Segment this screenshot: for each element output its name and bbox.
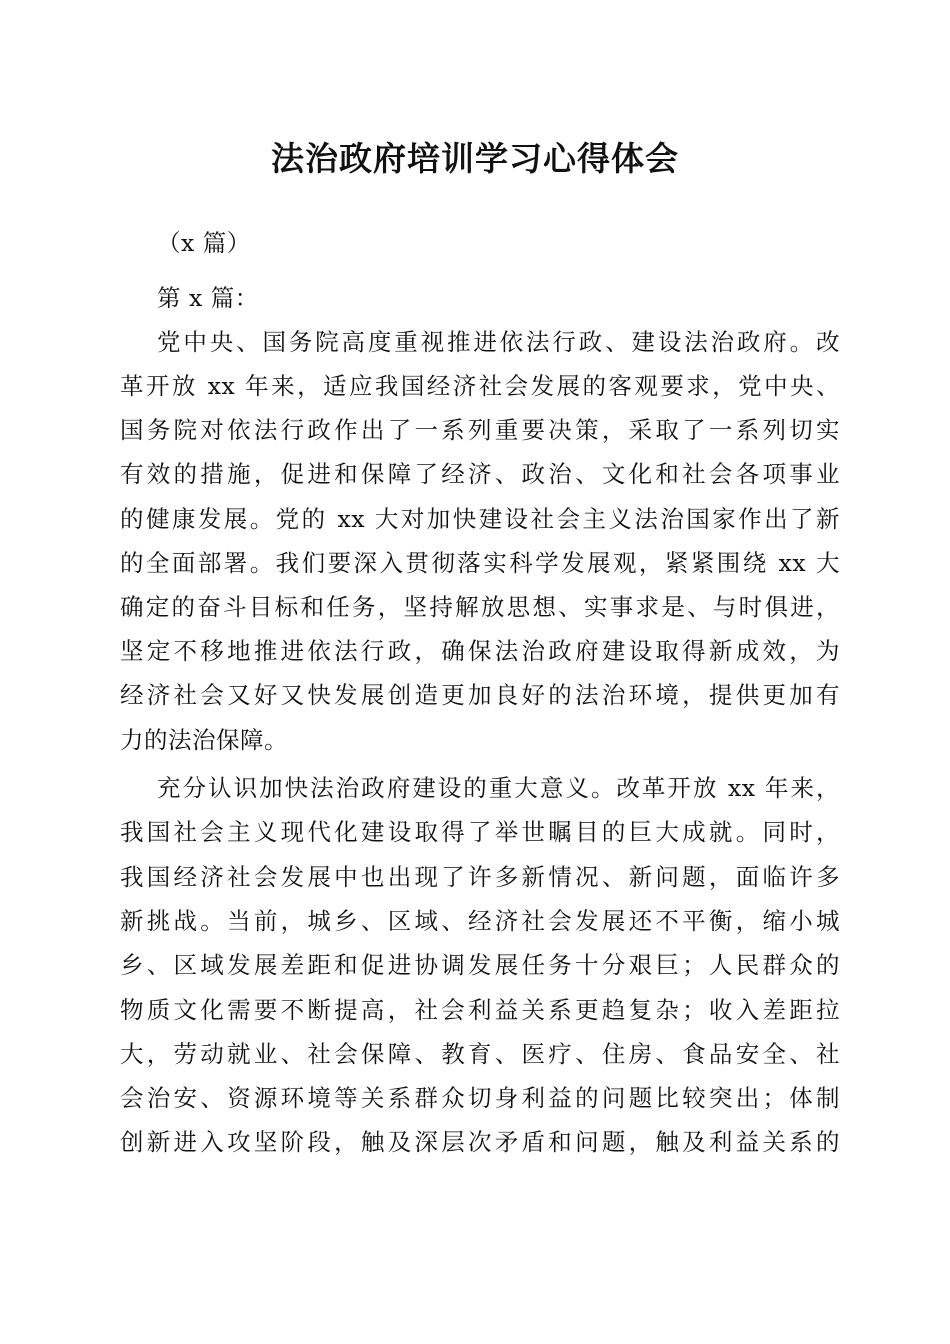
paragraph-1-line: 党中央、国务院高度重视推进依法行政、建设法治政府。改 — [157, 328, 840, 356]
paragraph-2-line: 创新进入攻坚阶段，触及深层次矛盾和问题，触及利益关系的 — [120, 1128, 840, 1156]
paragraph-1-line: 经济社会又好又快发展创造更加良好的法治环境，提供更加有 — [120, 681, 840, 709]
paragraph-2-line: 大，劳动就业、社会保障、教育、医疗、住房、食品安全、社 — [120, 1040, 840, 1068]
paragraph-2-line: 物质文化需要不断提高，社会利益关系更趋复杂；收入差距拉 — [120, 996, 840, 1024]
paragraph-1-line: 力的法治保障。 — [120, 726, 288, 754]
paragraph-1-line: 的健康发展。党的 xx 大对加快建设社会主义法治国家作出了新 — [120, 505, 840, 533]
series-note: （x 篇） — [157, 229, 251, 257]
paragraph-2-line: 我国社会主义现代化建设取得了举世瞩目的巨大成就。同时， — [120, 818, 840, 846]
paragraph-2-line: 乡、区域发展差距和促进协调发展任务十分艰巨；人民群众的 — [120, 951, 840, 979]
paragraph-2-line: 新挑战。当前，城乡、区域、经济社会发展还不平衡，缩小城 — [120, 907, 840, 935]
document-title: 法治政府培训学习心得体会 — [271, 139, 679, 178]
paragraph-1-line: 革开放 xx 年来，适应我国经济社会发展的客观要求，党中央、 — [120, 372, 840, 400]
paragraph-1-line: 国务院对依法行政作出了一系列重要决策，采取了一系列切实 — [120, 416, 840, 444]
paragraph-1-line: 确定的奋斗目标和任务，坚持解放思想、实事求是、与时俱进， — [120, 593, 840, 621]
paragraph-1-line: 坚定不移地推进依法行政，确保法治政府建设取得新成效，为 — [120, 637, 840, 665]
section-label: 第 x 篇： — [157, 284, 259, 312]
paragraph-1-line: 的全面部署。我们要深入贯彻落实科学发展观，紧紧围绕 xx 大 — [120, 549, 840, 577]
paragraph-2-line: 充分认识加快法治政府建设的重大意义。改革开放 xx 年来， — [157, 774, 840, 802]
paragraph-2-line: 会治安、资源环境等关系群众切身利益的问题比较突出；体制 — [120, 1084, 840, 1112]
paragraph-1-line: 有效的措施，促进和保障了经济、政治、文化和社会各项事业 — [120, 460, 840, 488]
paragraph-2-line: 我国经济社会发展中也出现了许多新情况、新问题，面临许多 — [120, 863, 840, 891]
